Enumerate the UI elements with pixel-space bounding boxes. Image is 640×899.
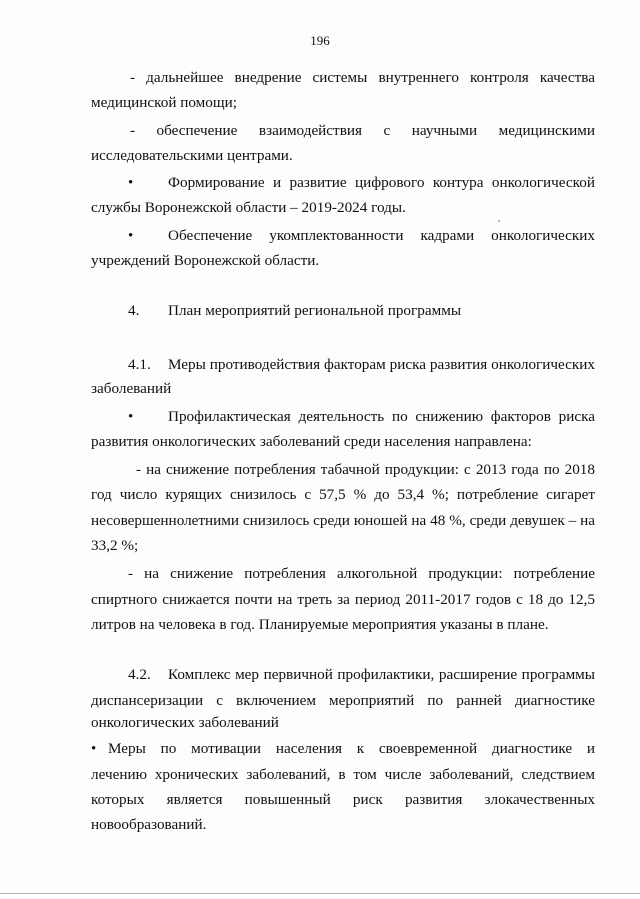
subsection-heading: онкологических заболеваний (91, 714, 279, 731)
bullet-marker: • (128, 409, 134, 425)
section-number: 4.2. (128, 666, 151, 683)
text-line: - дальнейшее внедрение системы внутреннего контроля качества (130, 69, 595, 86)
text-line: развития онкологических заболеваний среди населения направлена: (91, 433, 532, 450)
subsection-heading: диспансеризации с включением мероприятий по ранней диагностике (91, 692, 595, 709)
footer-rule (0, 893, 640, 894)
text-line: - на снижение потребления табачной продукции: с 2013 года по 2018 (136, 461, 595, 478)
text-line: учреждений Воронежской области. (91, 252, 320, 269)
text-line: Формирование и развитие цифрового контура онкологической (168, 174, 595, 191)
text-line: год число курящих снизилось с 57,5 % до 53,4 %; потребление сигарет (91, 486, 595, 503)
section-number: 4.1. (128, 356, 151, 373)
text-line: новообразований. (91, 816, 207, 833)
bullet-marker: • (128, 175, 134, 191)
text-line: Профилактическая деятельность по снижению факторов риска (168, 408, 595, 425)
subsection-heading: Комплекс мер первичной профилактики, расширение программы (168, 666, 595, 683)
text-line: 33,2 %; (91, 537, 139, 554)
section-number: 4. (128, 302, 140, 319)
text-line: - обеспечение взаимодействия с научными медицинскими (130, 122, 595, 139)
text-line: службы Воронежской области – 2019-2024 годы. (91, 199, 406, 216)
bullet-marker: • (128, 228, 134, 244)
subsection-heading: заболеваний (91, 380, 172, 397)
text-line: медицинской помощи; (91, 94, 237, 111)
section-heading: План мероприятий региональной программы (168, 302, 462, 319)
scan-speck (498, 220, 500, 222)
page-number: 196 (310, 33, 330, 48)
text-line: спиртного снижается почти на треть за период 2011-2017 годов с 18 до 12,5 (91, 591, 595, 608)
text-line: - на снижение потребления алкогольной продукции: потребление (128, 565, 595, 582)
subsection-heading: Меры противодействия факторам риска развития онкологических (168, 356, 595, 373)
text-line: литров на человека в год. Планируемые мероприятия указаны в плане. (91, 616, 549, 633)
bullet-marker: • (91, 741, 97, 757)
text-line: исследовательскими центрами. (91, 147, 293, 164)
text-line: которых является повышенный риск развития злокачественных (91, 791, 595, 808)
text-line: Меры по мотивации населения к своевременной диагностике и (108, 740, 595, 757)
text-line: несовершеннолетними снизилось среди юношей на 48 %, среди девушек – на (91, 512, 595, 529)
text-line: лечению хронических заболеваний, в том числе заболеваний, следствием (91, 766, 595, 783)
text-line: Обеспечение укомплектованности кадрами онкологических (168, 227, 595, 244)
